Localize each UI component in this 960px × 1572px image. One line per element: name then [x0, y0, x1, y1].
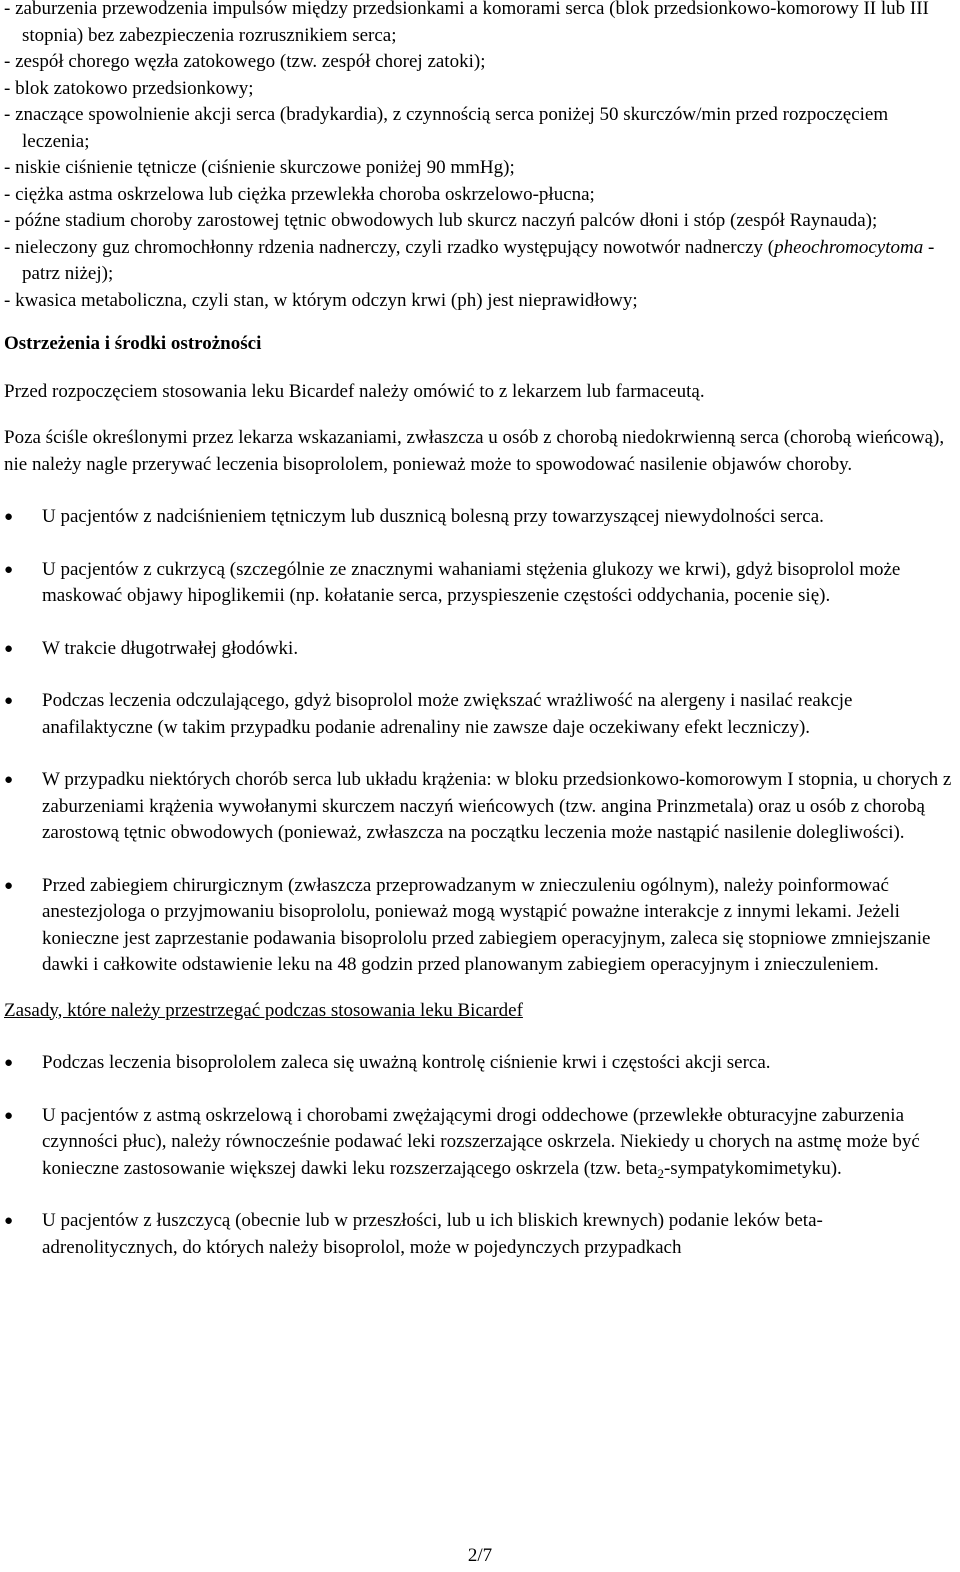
- subscript: 2: [657, 1165, 664, 1181]
- bullet-item: [0, 1050, 958, 1077]
- latin-term: pheochromocytoma: [774, 236, 924, 258]
- rules-bullet-list: [0, 1050, 958, 1261]
- bullet-item: [0, 557, 958, 610]
- section-heading-warnings: Ostrzeżenia i środki ostrożności: [4, 333, 262, 354]
- list-item: [0, 235, 958, 288]
- bullet-icon: ●: [4, 561, 14, 578]
- bullet-icon: ●: [4, 1107, 14, 1124]
- list-item-text: - patrz niżej);: [22, 236, 935, 284]
- bullet-text: -sympatykomimetyku).: [663, 1157, 842, 1179]
- list-item: - ciężka astma oskrzelowa lub ciężka przewlekła choroba oskrzelowo-płucna;: [4, 183, 595, 205]
- bullet-item: [0, 873, 958, 979]
- bullet-text: U pacjentów z astmą oskrzelową i chorobami zwężającymi drogi oddechowe (przewlekłe obturacyjne zaburzenia czynności płuc), należy równocześnie podawać leki rozszerzające oskrzela. Niekiedy u chorych na astmę może być konieczne zastosowanie większej dawki leku rozszerzającego oskrzela (tzw. beta: [42, 1104, 920, 1179]
- contraindication-list: [0, 0, 958, 314]
- bullet-item: [0, 504, 958, 531]
- paragraph: Przed rozpoczęciem stosowania leku Bicardef należy omówić to z lekarzem lub farmaceutą.: [4, 380, 705, 402]
- paragraph: Poza ściśle określonymi przez lekarza wskazaniami, zwłaszcza u osób z chorobą niedokrwienną serca (chorobą wieńcową), nie należy nagle przerywać leczenia bisoprololem, ponieważ może to spowodować nasilenie objawów choroby.: [4, 427, 945, 475]
- list-item: - niskie ciśnienie tętnicze (ciśnienie skurczowe poniżej 90 mmHg);: [4, 157, 515, 178]
- bullet-icon: ●: [4, 693, 14, 709]
- bullet-icon: ●: [4, 772, 14, 788]
- list-item: - późne stadium choroby zarostowej tętnic obwodowych lub skurcz naczyń palców dłoni i stóp (zespół Raynauda);: [4, 210, 878, 231]
- bullet-item: [0, 636, 958, 663]
- list-item-text: - nieleczony guz chromochłonny rdzenia nadnerczy, czyli rzadko występujący nowotwór nadnerczy (: [4, 236, 775, 258]
- bullet-icon: ●: [4, 1055, 14, 1071]
- list-item: - zaburzenia przewodzenia impulsów między przedsionkami a komorami serca (blok przedsionkowo-komorowy II lub III stopnia) bez zabezpieczenia rozrusznikiem serca;: [4, 0, 929, 46]
- bullet-item: [0, 767, 958, 847]
- bullet-icon: ●: [4, 877, 14, 894]
- bullet-text: U pacjentów z nadciśnieniem tętniczym lub dusznicą bolesną przy towarzyszącej niewydolności serca.: [42, 506, 824, 527]
- bullet-text: Podczas leczenia bisoprololem zaleca się uważną kontrolę ciśnienie krwi i częstości akcji serca.: [42, 1052, 771, 1073]
- bullet-text: U pacjentów z cukrzycą (szczególnie ze znacznymi wahaniami stężenia glukozy we krwi), gdyż bisoprolol może maskować objawy hipoglikemii (np. kołatanie serca, przyspieszenie częstości oddychania, pocenie się).: [42, 558, 901, 606]
- bullet-text: U pacjentów z łuszczycą (obecnie lub w przeszłości, lub u ich bliskich krewnych) podanie leków beta-adrenolitycznych, do których należy bisoprolol, może w pojedynczych przypadkach: [42, 1210, 823, 1258]
- bullet-icon: ●: [4, 1213, 14, 1229]
- list-item: - kwasica metaboliczna, czyli stan, w którym odczyn krwi (ph) jest nieprawidłowy;: [4, 289, 638, 311]
- bullet-text: W trakcie długotrwałej głodówki.: [42, 637, 299, 659]
- bullet-icon: ●: [4, 509, 14, 525]
- bullet-text: W przypadku niektórych chorób serca lub układu krążenia: w bloku przedsionkowo-komorowym I stopnia, u chorych z zaburzeniami krążenia wywołanymi skurczem naczyń wieńcowych (tzw. angina Prinzmetala) oraz u osób z chorobą zarostową tętnic obwodowych (ponieważ, zwłaszcza na początku leczenia może nastąpić nasilenie dolegliwości).: [42, 769, 952, 843]
- list-item: - zespół chorego węzła zatokowego (tzw. zespół chorej zatoki);: [4, 51, 486, 72]
- bullet-item: [0, 1103, 958, 1183]
- bullet-icon: ●: [4, 640, 14, 657]
- bullet-text: Przed zabiegiem chirurgicznym (zwłaszcza przeprowadzanym w znieczuleniu ogólnym), należy poinformować anestezjologa o przyjmowaniu bisoprololu, ponieważ mogą wystąpić poważne interakcje z innymi lekami. Jeżeli konieczne jest zaprzestanie podawania bisoprololu przed zabiegiem operacyjnym, zaleca się stopniowe zmniejszanie dawki i całkowite odstawienie leku na 48 godzin przed planowanym zabiegiem operacyjnym i znieczuleniem.: [42, 874, 931, 975]
- list-item: - blok zatokowo przedsionkowy;: [4, 77, 254, 99]
- warning-bullet-list: [0, 504, 958, 979]
- list-item: - znaczące spowolnienie akcji serca (bradykardia), z czynnością serca poniżej 50 skurczów/min przed rozpoczęciem leczenia;: [4, 104, 889, 152]
- page-number: 2/7: [467, 1545, 493, 1566]
- bullet-text: Podczas leczenia odczulającego, gdyż bisoprolol może zwiększać wrażliwość na alergeny i nasilać reakcje anafilaktyczne (w takim przypadku podanie adrenaliny nie zawsze daje oczekiwany efekt leczniczy).: [42, 690, 853, 738]
- section-heading-rules: Zasady, które należy przestrzegać podczas stosowania leku Bicardef: [4, 999, 523, 1021]
- bullet-item: [0, 1208, 958, 1261]
- bullet-item: [0, 688, 958, 741]
